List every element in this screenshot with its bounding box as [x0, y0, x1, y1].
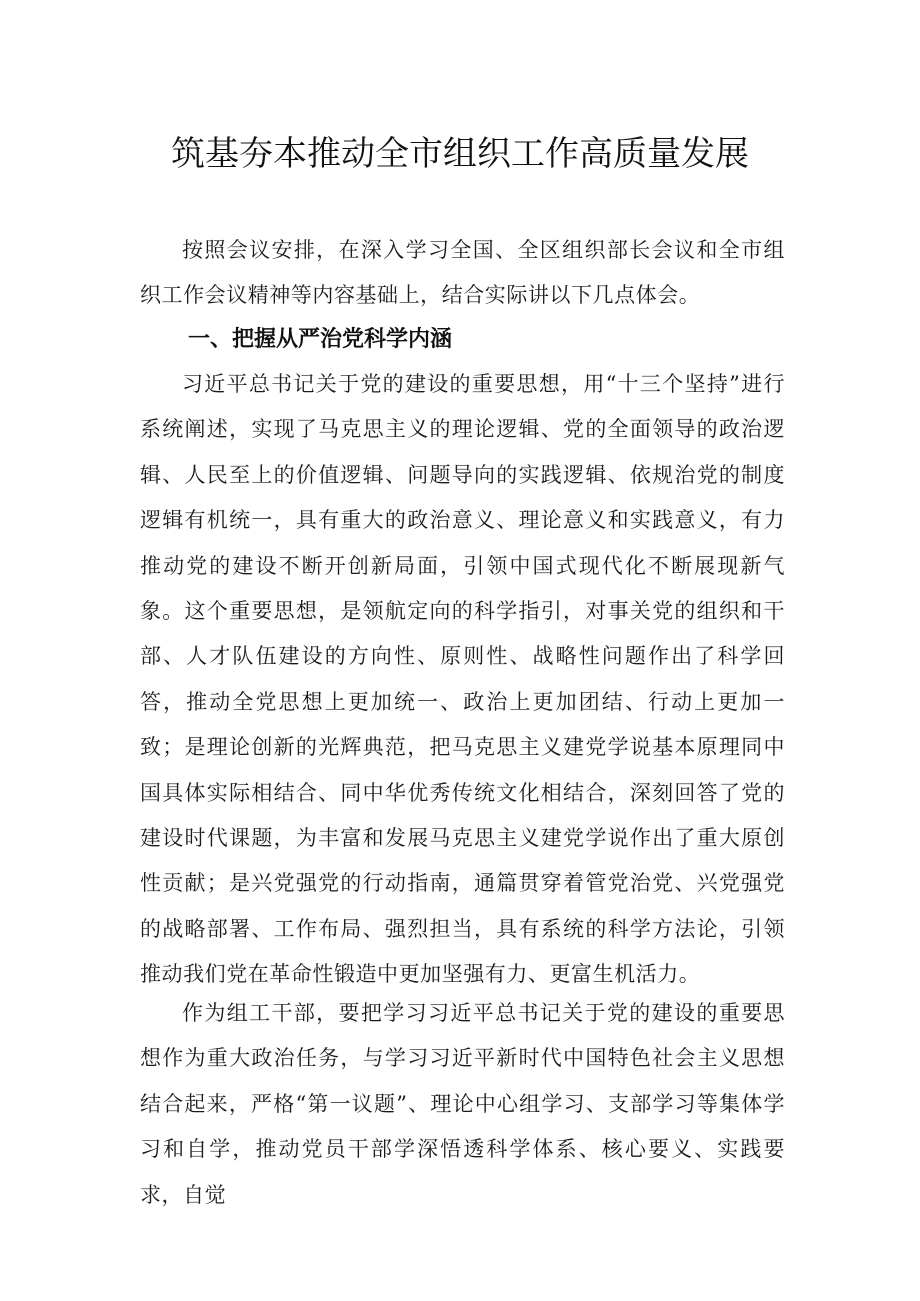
section1-paragraph-1: 习近平总书记关于党的建设的重要思想，用“十三个坚持”进行系统阐述，实现了马克思主义的理论逻辑、党的全面领导的政治逻辑、人民至上的价值逻辑、问题导向的实践逻辑、依规治党的制度逻辑有机统一，具有重大的政治意义、理论意义和实践意义，有力推动党的建设不断开创新局面，引领中国式现代化不断展现新气象。这个重要思想，是领航定向的科学指引，对事关党的组织和干部、人才队伍建设的方向性、原则性、战略性问题作出了科学回答，推动全党思想上更加统一、政治上更加团结、行动上更加一致；是理论创新的光辉典范，把马克思主义建党学说基本原理同中国具体实际相结合、同中华优秀传统文化相结合，深刻回答了党的建设时代课题，为丰富和发展马克思主义建党学说作出了重大原创性贡献；是兴党强党的行动指南，通篇贯穿着管党治党、兴党强党的战略部署、工作布局、强烈担当，具有系统的科学方法论，引领推动我们党在革命性锻造中更加坚强有力、更富生机活力。 [140, 372, 785, 987]
document-title: 筑基夯本推动全市组织工作高质量发展 [171, 134, 749, 174]
intro-paragraph: 按照会议安排，在深入学习全国、全区组织部长会议和全市组织工作会议精神等内容基础上，结合实际讲以下几点体会。 [140, 238, 785, 308]
section1-paragraph-2: 作为组工干部，要把学习习近平总书记关于党的建设的重要思想作为重大政治任务，与学习习近平新时代中国特色社会主义思想结合起来，严格“第一议题”、理论中心组学习、支部学习等集体学习和自学，推动党员干部学深悟透科学体系、核心要义、实践要求，自觉 [140, 1001, 785, 1207]
section-heading-1: 一、把握从严治党科学内涵 [188, 327, 453, 352]
